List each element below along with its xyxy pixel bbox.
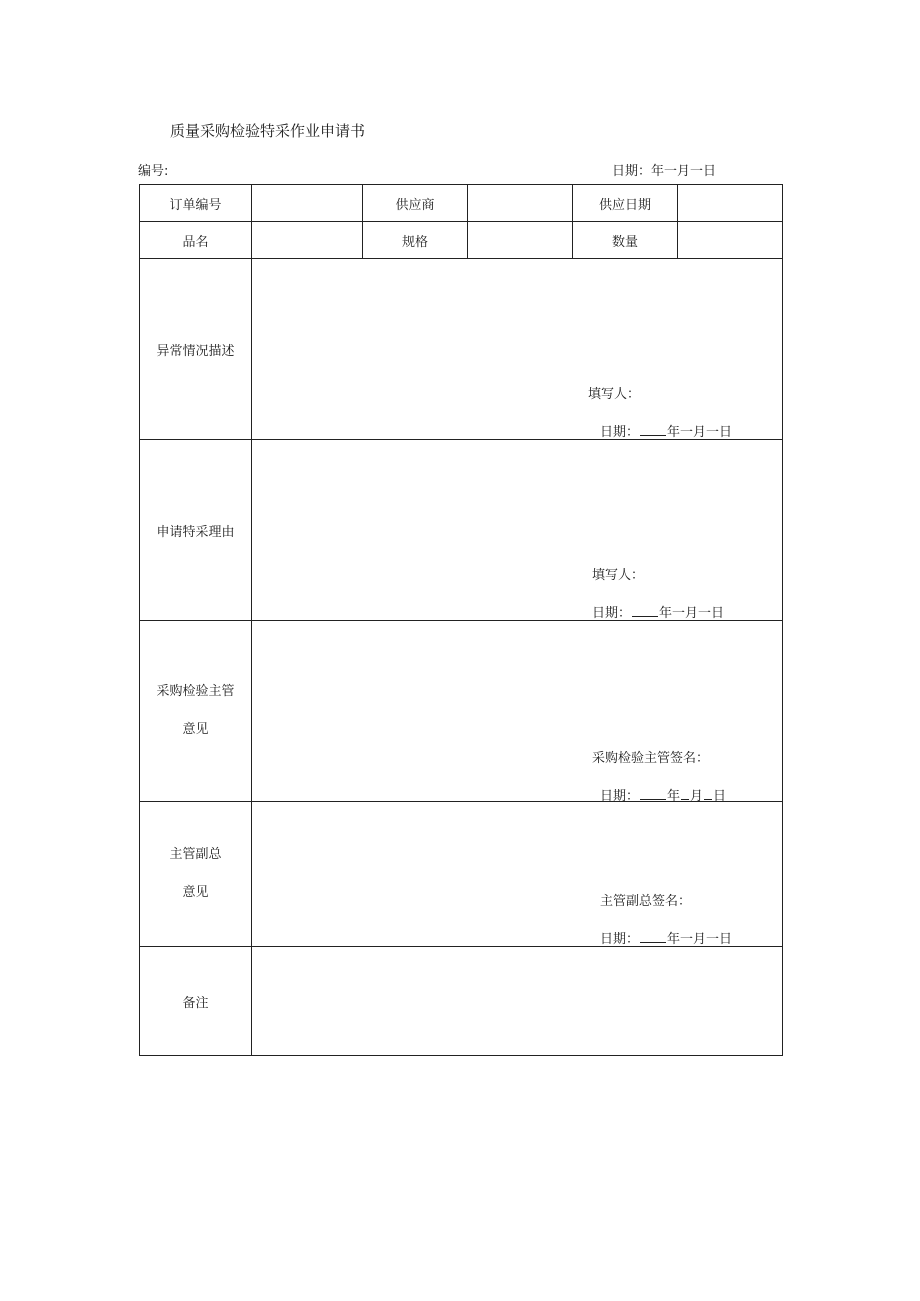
spec-label: 规格: [363, 222, 468, 259]
product-name-field[interactable]: [252, 222, 363, 259]
reason-date-line: [592, 602, 724, 621]
date-day: 日: [713, 789, 727, 804]
date-blank[interactable]: [640, 787, 666, 800]
supplier-label: 供应商: [363, 185, 468, 222]
day-blank[interactable]: [704, 787, 712, 800]
supervisor-label-line2: 意见: [182, 722, 209, 737]
date-suffix: 年一月一日: [667, 932, 733, 947]
date-suffix: 年一月一日: [667, 425, 733, 440]
supervisor-signature-label: 采购检验主管签名：: [592, 751, 710, 766]
deputy-label-line2: 意见: [182, 885, 209, 900]
abnormal-description-area[interactable]: [252, 259, 783, 440]
header-date-label: 日期：年一月一日: [612, 164, 717, 179]
table-row: [140, 222, 783, 259]
number-label: 编号:: [138, 164, 169, 179]
date-blank[interactable]: [640, 423, 666, 436]
supply-date-label: 供应日期: [573, 185, 678, 222]
order-number-field[interactable]: [252, 185, 363, 222]
remarks-area[interactable]: [252, 947, 783, 1056]
reason-area[interactable]: [252, 440, 783, 621]
deputy-label-line1: 主管副总: [169, 847, 222, 862]
deputy-label: [140, 802, 252, 947]
page-title: 质量采购检验特采作业申请书: [170, 122, 366, 140]
deputy-opinion-area[interactable]: [252, 802, 783, 947]
application-form-table: [139, 184, 783, 1056]
date-prefix: 日期：: [600, 789, 640, 804]
table-row: [140, 947, 783, 1056]
abnormal-filler-label: 填写人：: [588, 387, 641, 402]
date-prefix: 日期：: [600, 425, 640, 440]
product-name-label: 品名: [140, 222, 252, 259]
remarks-label: 备注: [140, 947, 252, 1056]
quantity-label: 数量: [573, 222, 678, 259]
date-year: 年: [667, 789, 681, 804]
deputy-date-line: [600, 928, 732, 947]
quantity-field[interactable]: [678, 222, 783, 259]
abnormal-label: 异常情况描述: [140, 259, 252, 440]
table-row: [140, 259, 783, 440]
date-prefix: 日期：: [600, 932, 640, 947]
date-blank[interactable]: [640, 930, 666, 943]
reason-label: 申请特采理由: [140, 440, 252, 621]
deputy-signature-label: 主管副总签名：: [600, 894, 692, 909]
reason-filler-label: 填写人：: [592, 568, 645, 583]
table-row: [140, 802, 783, 947]
date-month: 月: [690, 789, 704, 804]
supervisor-label: [140, 621, 252, 802]
table-row: [140, 185, 783, 222]
supplier-field[interactable]: [468, 185, 573, 222]
supervisor-opinion-area[interactable]: [252, 621, 783, 802]
date-prefix: 日期：: [592, 606, 632, 621]
table-row: [140, 440, 783, 621]
table-row: [140, 621, 783, 802]
date-blank[interactable]: [632, 604, 658, 617]
supply-date-field[interactable]: [678, 185, 783, 222]
supervisor-label-line1: 采购检验主管: [156, 684, 235, 699]
abnormal-date-line: [600, 421, 732, 440]
date-suffix: 年一月一日: [659, 606, 725, 621]
spec-field[interactable]: [468, 222, 573, 259]
order-number-label: 订单编号: [140, 185, 252, 222]
month-blank[interactable]: [681, 787, 689, 800]
